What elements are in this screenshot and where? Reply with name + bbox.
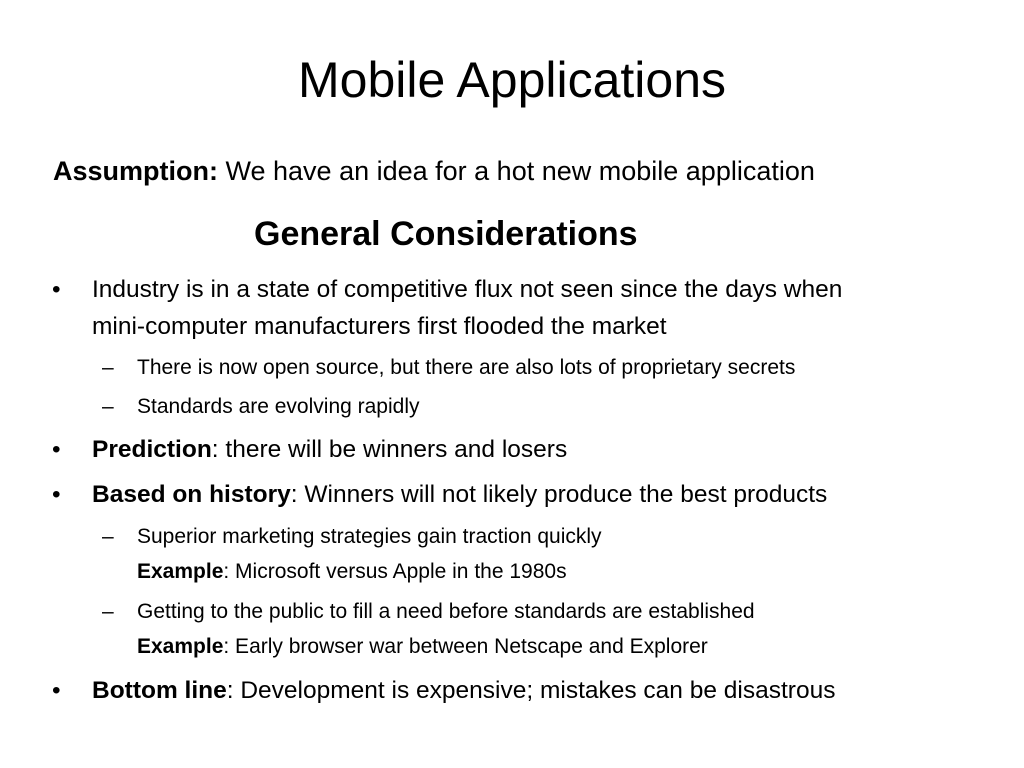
bullet-industry — [52, 271, 992, 345]
prediction-label: Prediction — [92, 436, 212, 463]
assumption-line — [53, 153, 815, 189]
example-text: : Microsoft versus Apple in the 1980s — [223, 560, 567, 583]
slide-title: Mobile Applications — [297, 52, 727, 108]
dash-marker: – — [102, 600, 114, 623]
subbullet-marketing-line1: Superior marketing strategies gain traction quickly — [137, 525, 602, 548]
bottom-line-label: Bottom line — [92, 677, 227, 704]
bottom-line-text: : Development is expensive; mistakes can be disastrous — [226, 677, 836, 704]
bullet-industry-line1: Industry is in a state of competitive flux not seen since the days when — [92, 276, 843, 303]
subbullet-public-example — [137, 629, 997, 664]
dash-marker: – — [102, 356, 114, 379]
bullet-dot: • — [52, 677, 61, 704]
example-text: : Early browser war between Netscape and Explorer — [223, 635, 708, 658]
subbullet-open-source — [102, 350, 997, 385]
history-label: Based on history — [92, 481, 291, 508]
subbullet-standards-text: Standards are evolving rapidly — [137, 395, 420, 418]
dash-marker: – — [102, 525, 114, 548]
bullet-prediction — [52, 431, 992, 468]
bullet-dot: • — [52, 481, 61, 508]
bullet-history — [52, 476, 992, 513]
bullet-industry-line2: mini-computer manufacturers first flooded the market — [92, 313, 667, 340]
subbullet-standards — [102, 389, 997, 424]
bullet-dot: • — [52, 436, 61, 463]
subbullet-public — [102, 594, 997, 664]
prediction-text: : there will be winners and losers — [211, 436, 568, 463]
bullet-dot: • — [52, 276, 61, 303]
subbullet-public-line1: Getting to the public to fill a need before standards are established — [137, 600, 755, 623]
section-heading: General Considerations — [254, 215, 638, 253]
subbullet-marketing — [102, 519, 997, 589]
history-text: : Winners will not likely produce the best products — [290, 481, 828, 508]
bullet-bottom-line — [52, 672, 992, 709]
dash-marker: – — [102, 395, 114, 418]
assumption-label: Assumption: — [53, 156, 218, 186]
example-label: Example — [137, 635, 224, 658]
assumption-text: We have an idea for a hot new mobile application — [218, 156, 815, 186]
subbullet-marketing-example — [137, 554, 997, 589]
subbullet-open-source-text: There is now open source, but there are also lots of proprietary secrets — [137, 356, 796, 379]
example-label: Example — [137, 560, 224, 583]
